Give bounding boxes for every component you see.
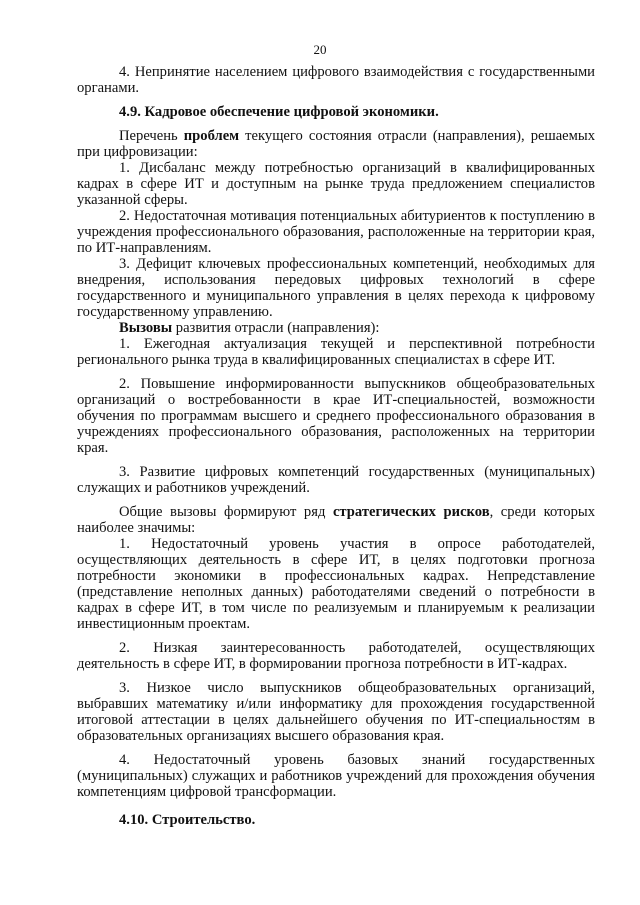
risks-intro: Общие вызовы формируют ряд стратегических рисков, среди которых наиболее значимы: [77, 504, 596, 536]
challenge-item: 1. Ежегодная актуализация текущей и перспективной потребности регионального рынка труда в квалифицированных специалистах в сфере ИТ. [77, 336, 595, 368]
challenges-intro: Вызовы развития отрасли (направления): [119, 320, 380, 336]
risk-item: 3. Низкое число выпускников общеобразовательных организаций, выбравших математику и/или информатику для прохождения государственной итоговой аттестации в целях дальнейшего обучения по ИТ-специальностям в образовательных организациях высшего образования края. [77, 680, 595, 744]
paragraph-item4-prev: 4. Непринятие населением цифрового взаимодействия с государственными органами. [77, 64, 595, 96]
risk-item: 4. Недостаточный уровень базовых знаний государственных (муниципальных) служащих и работников учреждений для прохождения обучения компетенциям цифровой трансформации. [77, 752, 595, 800]
section-heading-4-10: 4.10. Строительство. [119, 812, 256, 828]
risk-item: 2. Низкая заинтересованность работодателей, осуществляющих деятельность в сфере ИТ, в формировании прогноза потребности в ИТ-кадрах. [77, 640, 595, 672]
challenge-item: 3. Развитие цифровых компетенций государственных (муниципальных) служащих и работников учреждений. [77, 464, 595, 496]
problem-item: 3. Дефицит ключевых профессиональных компетенций, необходимых для внедрения, использования передовых цифровых технологий в сфере государственного и муниципального управления в целях перехода к цифровому государственному управлению. [77, 256, 595, 320]
problem-item: 2. Недостаточная мотивация потенциальных абитуриентов к поступлению в учреждения профессионального образования, расположенные на территории края, по ИТ-направлениям. [77, 208, 595, 256]
page-body [77, 64, 595, 828]
problem-item: 1. Дисбаланс между потребностью организаций в квалифицированных кадрах в сфере ИТ и доступным на рынке труда предложением специалистов указанной сферы. [77, 160, 595, 208]
page-number: 20 [313, 42, 327, 57]
challenge-item: 2. Повышение информированности выпускников общеобразовательных организаций о востребованности в крае ИТ-специальностей, возможности обучения по программам высшего и среднего профессионального образования в учреждениях профессионального образования, расположенных на территории края. [77, 376, 595, 456]
risk-item: 1. Недостаточный уровень участия в опросе работодателей, осуществляющих деятельность в сфере ИТ, в целях подготовки прогноза потребности экономики в профессиональных кадрах. Непредставление (представление неполных данных) работодателями сведений о потребности в кадрах в сфере ИТ, в том числе по реализуемым и планируемым к реализации инвестиционным проектам. [77, 536, 595, 632]
section-heading-4-9: 4.9. Кадровое обеспечение цифровой экономики. [119, 104, 439, 120]
problems-intro: Перечень проблем текущего состояния отрасли (направления), решаемых при цифровизации: [77, 128, 595, 160]
